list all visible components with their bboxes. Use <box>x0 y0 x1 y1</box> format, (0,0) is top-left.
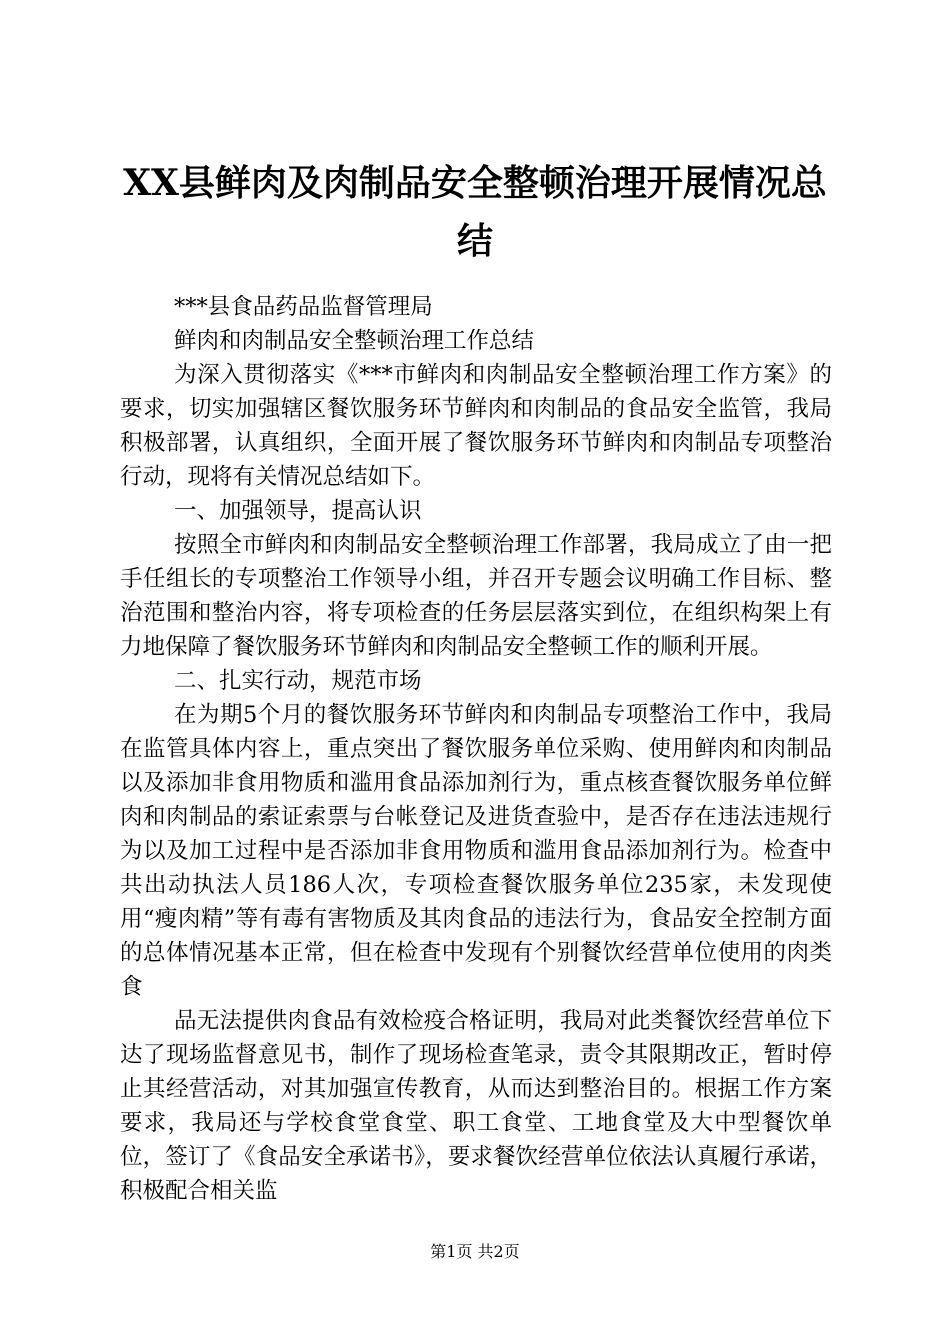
body-paragraph: 在为期5个月的餐饮服务环节鲜肉和肉制品专项整治工作中，我局在监管具体内容上，重点突出了餐饮服务单位采购、使用鲜肉和肉制品以及添加非食用物质和滥用食品添加剂行为，重点核查餐饮服务单位鲜肉和肉制品的索证索票与台帐登记及进货查验中，是否存在违法违规行为以及加工过程中是否添加非食用物质和滥用食品添加剂行为。检查中共出动执法人员186人次，专项检查餐饮服务单位235家，未发现使用“瘦肉精”等有毒有害物质及其肉食品的违法行为，食品安全控制方面的总体情况基本正常，但在检查中发现有个别餐饮经营单位使用的肉类食 <box>120 702 832 1000</box>
body-paragraph: 按照全市鲜肉和肉制品安全整顿治理工作部署，我局成立了由一把手任组长的专项整治工作领导小组，并召开专题会议明确工作目标、整治范围和整治内容，将专项检查的任务层层落实到位，在组织构架上有力地保障了餐饮服务环节鲜肉和肉制品安全整顿工作的顺利开展。 <box>120 532 832 660</box>
issuer-line: ***县食品药品监督管理局 <box>174 294 433 320</box>
document-title-line-2: 结 <box>456 220 493 262</box>
document-title-line-1: XX县鲜肉及肉制品安全整顿治理开展情况总 <box>123 162 827 204</box>
document-body <box>120 290 832 1208</box>
section-heading: 二、扎实行动，规范市场 <box>174 668 422 694</box>
section-heading: 一、加强领导，提高认识 <box>174 498 422 524</box>
page-footer: 第1页 共2页 <box>430 1242 520 1261</box>
body-paragraph: 品无法提供肉食品有效检疫合格证明，我局对此类餐饮经营单位下达了现场监督意见书，制作了现场检查笔录，责令其限期改正，暂时停止其经营活动，对其加强宣传教育，从而达到整治目的。根据工作方案要求，我局还与学校食堂食堂、职工食堂、工地食堂及大中型餐饮单位，签订了《食品安全承诺书》，要求餐饮经营单位依法认真履行承诺，积极配合相关监 <box>120 1008 832 1204</box>
body-paragraph: 为深入贯彻落实《***市鲜肉和肉制品安全整顿治理工作方案》的要求，切实加强辖区餐饮服务环节鲜肉和肉制品的食品安全监管，我局积极部署，认真组织，全面开展了餐饮服务环节鲜肉和肉制品专项整治行动，现将有关情况总结如下。 <box>120 362 832 490</box>
subtitle-line: 鲜肉和肉制品安全整顿治理工作总结 <box>174 328 535 354</box>
